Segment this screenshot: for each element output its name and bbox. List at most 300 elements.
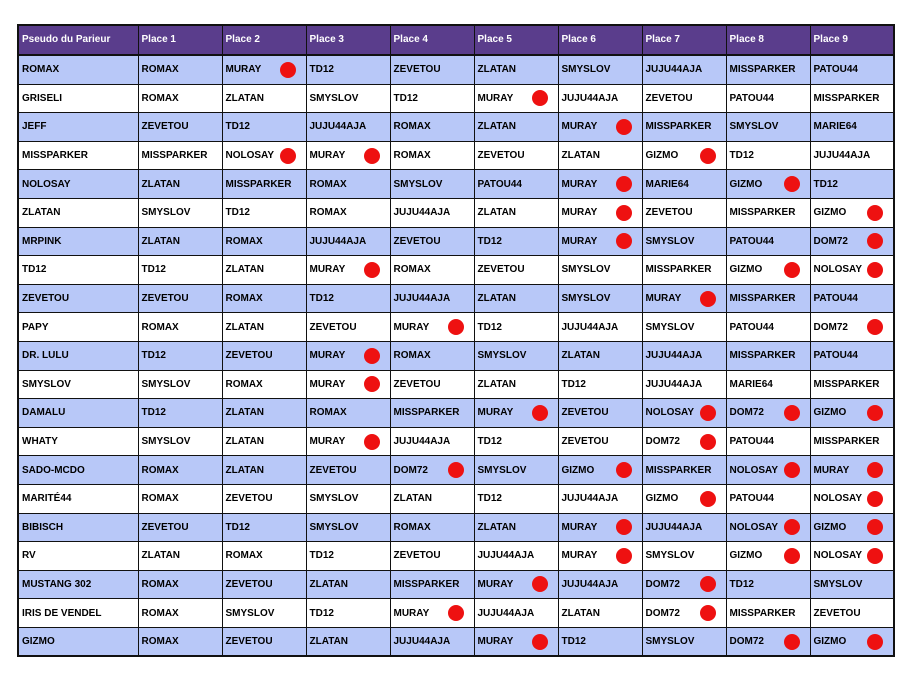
bettor-name-cell: ZLATAN (18, 198, 138, 227)
place-cell (642, 370, 726, 399)
place-label: ZEVETOU (225, 636, 273, 648)
place-cell (810, 370, 894, 399)
place-label: ROMAX (141, 493, 179, 505)
place-label: MURAY (813, 464, 850, 476)
place-cell (726, 313, 810, 342)
table-row (18, 313, 894, 342)
place-label: MISSPARKER (813, 92, 880, 104)
place-cell (306, 370, 390, 399)
place-cell (306, 599, 390, 628)
table-row (18, 256, 894, 285)
place-label: JUJU44AJA (561, 321, 619, 333)
table-row (18, 513, 894, 542)
place-label: TD12 (561, 378, 586, 390)
place-cell (726, 84, 810, 113)
place-cell (390, 599, 474, 628)
table-row (18, 456, 894, 485)
place-label: ZLATAN (477, 521, 517, 533)
red-dot-marker-icon (867, 548, 883, 564)
place-label: MURAY (645, 293, 682, 305)
place-label: PATOU44 (813, 350, 858, 362)
place-label: MURAY (561, 235, 598, 247)
place-cell (558, 170, 642, 199)
place-cell (810, 456, 894, 485)
place-cell (726, 227, 810, 256)
place-label: NOLOSAY (225, 150, 275, 162)
place-cell (222, 170, 306, 199)
place-cell (390, 141, 474, 170)
place-label: TD12 (561, 636, 586, 648)
place-label: SMYSLOV (729, 121, 779, 133)
red-dot-marker-icon (364, 434, 380, 450)
red-dot-marker-icon (616, 548, 632, 564)
place-label: ZLATAN (225, 436, 265, 448)
place-cell (726, 198, 810, 227)
place-cell (474, 170, 558, 199)
place-label: TD12 (225, 521, 250, 533)
place-label: DOM72 (645, 436, 680, 448)
place-cell (306, 313, 390, 342)
place-label: JUJU44AJA (645, 521, 703, 533)
red-dot-marker-icon (448, 605, 464, 621)
place-label: PATOU44 (813, 64, 858, 76)
place-label: ZEVETOU (813, 607, 861, 619)
table-row (18, 627, 894, 656)
place-cell (642, 599, 726, 628)
red-dot-marker-icon (784, 176, 800, 192)
bettor-name-cell: MRPINK (18, 227, 138, 256)
place-cell (222, 84, 306, 113)
place-cell (474, 256, 558, 285)
place-cell (138, 484, 222, 513)
place-cell (474, 627, 558, 656)
place-label: JUJU44AJA (645, 378, 703, 390)
place-cell (726, 113, 810, 142)
place-label: GIZMO (729, 550, 763, 562)
bettor-name-cell: MARITÉ44 (18, 484, 138, 513)
place-cell (558, 542, 642, 571)
place-label: MARIE64 (729, 378, 773, 390)
header-place-3: Place 3 (306, 25, 390, 55)
place-label: SMYSLOV (477, 464, 527, 476)
place-label: DOM72 (645, 607, 680, 619)
place-cell (306, 113, 390, 142)
red-dot-marker-icon (867, 205, 883, 221)
red-dot-marker-icon (448, 319, 464, 335)
place-label: ZEVETOU (141, 521, 189, 533)
place-label: MISSPARKER (141, 150, 208, 162)
place-cell (138, 370, 222, 399)
place-cell (474, 599, 558, 628)
red-dot-marker-icon (364, 348, 380, 364)
place-cell (222, 341, 306, 370)
place-cell (306, 227, 390, 256)
red-dot-marker-icon (784, 405, 800, 421)
place-cell (642, 399, 726, 428)
place-cell (222, 627, 306, 656)
place-label: ROMAX (141, 92, 179, 104)
header-place-5: Place 5 (474, 25, 558, 55)
place-cell (810, 113, 894, 142)
place-label: GIZMO (729, 264, 763, 276)
place-label: TD12 (729, 578, 754, 590)
table-row (18, 341, 894, 370)
bettor-name-cell: PAPY (18, 313, 138, 342)
place-cell (390, 170, 474, 199)
place-label: TD12 (393, 92, 418, 104)
place-label: ZLATAN (477, 293, 517, 305)
place-cell (222, 370, 306, 399)
place-cell (810, 84, 894, 113)
place-label: SMYSLOV (141, 207, 191, 219)
place-cell (390, 570, 474, 599)
place-label: MURAY (225, 64, 262, 76)
place-label: MISSPARKER (729, 350, 796, 362)
place-label: ROMAX (141, 464, 179, 476)
place-label: NOLOSAY (813, 550, 863, 562)
place-cell (810, 599, 894, 628)
place-label: JUJU44AJA (477, 607, 535, 619)
place-cell (558, 399, 642, 428)
place-label: GIZMO (645, 150, 679, 162)
place-label: JUJU44AJA (393, 293, 451, 305)
red-dot-marker-icon (448, 462, 464, 478)
red-dot-marker-icon (364, 262, 380, 278)
red-dot-marker-icon (867, 634, 883, 650)
place-cell (642, 284, 726, 313)
place-label: ZLATAN (225, 321, 265, 333)
place-cell (810, 627, 894, 656)
red-dot-marker-icon (867, 491, 883, 507)
red-dot-marker-icon (616, 205, 632, 221)
place-cell (306, 341, 390, 370)
place-cell (222, 484, 306, 513)
place-label: JUJU44AJA (477, 550, 535, 562)
place-label: MISSPARKER (393, 407, 460, 419)
place-label: GIZMO (645, 493, 679, 505)
place-cell (810, 55, 894, 84)
place-label: JUJU44AJA (561, 578, 619, 590)
place-label: ROMAX (393, 150, 431, 162)
bets-table (17, 24, 895, 657)
place-cell (306, 256, 390, 285)
place-label: ZLATAN (393, 493, 433, 505)
place-label: ZEVETOU (477, 150, 525, 162)
place-label: TD12 (141, 264, 166, 276)
place-label: MURAY (477, 407, 514, 419)
bettor-name-cell: JEFF (18, 113, 138, 142)
place-cell (642, 198, 726, 227)
red-dot-marker-icon (532, 90, 548, 106)
place-label: SMYSLOV (309, 521, 359, 533)
place-label: TD12 (813, 178, 838, 190)
place-cell (474, 399, 558, 428)
place-label: ZLATAN (477, 64, 517, 76)
place-cell (474, 570, 558, 599)
place-cell (642, 484, 726, 513)
place-cell (390, 341, 474, 370)
place-cell (810, 313, 894, 342)
place-label: ZLATAN (141, 550, 181, 562)
red-dot-marker-icon (867, 233, 883, 249)
table-row (18, 198, 894, 227)
place-cell (558, 513, 642, 542)
place-label: MISSPARKER (645, 121, 712, 133)
red-dot-marker-icon (867, 462, 883, 478)
place-label: SMYSLOV (813, 578, 863, 590)
place-cell (222, 542, 306, 571)
place-cell (810, 542, 894, 571)
place-label: MARIE64 (813, 121, 857, 133)
place-cell (474, 313, 558, 342)
place-cell (558, 599, 642, 628)
place-label: MISSPARKER (645, 264, 712, 276)
place-cell (222, 456, 306, 485)
place-label: SMYSLOV (225, 607, 275, 619)
place-label: TD12 (225, 121, 250, 133)
place-cell (726, 427, 810, 456)
place-cell (138, 427, 222, 456)
place-label: MISSPARKER (729, 293, 796, 305)
place-cell (726, 55, 810, 84)
place-cell (306, 399, 390, 428)
red-dot-marker-icon (700, 491, 716, 507)
red-dot-marker-icon (784, 462, 800, 478)
place-label: MISSPARKER (729, 64, 796, 76)
place-label: ROMAX (393, 521, 431, 533)
place-label: MURAY (561, 521, 598, 533)
place-cell (390, 513, 474, 542)
place-cell (726, 399, 810, 428)
place-cell (138, 284, 222, 313)
place-label: MURAY (477, 578, 514, 590)
red-dot-marker-icon (616, 176, 632, 192)
place-label: PATOU44 (813, 293, 858, 305)
place-cell (726, 170, 810, 199)
red-dot-marker-icon (700, 434, 716, 450)
table-row (18, 141, 894, 170)
red-dot-marker-icon (616, 462, 632, 478)
place-cell (138, 542, 222, 571)
place-cell (558, 570, 642, 599)
place-cell (642, 627, 726, 656)
place-label: ZEVETOU (141, 293, 189, 305)
place-cell (222, 55, 306, 84)
place-cell (558, 113, 642, 142)
red-dot-marker-icon (616, 233, 632, 249)
place-label: MURAY (561, 550, 598, 562)
place-label: ZLATAN (225, 264, 265, 276)
place-cell (558, 456, 642, 485)
place-cell (642, 227, 726, 256)
table-row (18, 484, 894, 513)
place-label: ROMAX (141, 636, 179, 648)
place-label: TD12 (477, 436, 502, 448)
place-label: MISSPARKER (729, 607, 796, 619)
place-label: ZLATAN (561, 150, 601, 162)
place-cell (306, 627, 390, 656)
place-cell (726, 456, 810, 485)
place-label: ZEVETOU (225, 350, 273, 362)
place-cell (390, 198, 474, 227)
red-dot-marker-icon (700, 605, 716, 621)
place-label: ROMAX (141, 321, 179, 333)
place-cell (810, 141, 894, 170)
place-label: MURAY (393, 321, 430, 333)
place-cell (306, 570, 390, 599)
place-cell (558, 141, 642, 170)
place-cell (474, 484, 558, 513)
table-row (18, 84, 894, 113)
red-dot-marker-icon (784, 548, 800, 564)
place-cell (138, 84, 222, 113)
red-dot-marker-icon (700, 291, 716, 307)
place-cell (390, 256, 474, 285)
place-label: JUJU44AJA (393, 436, 451, 448)
place-label: ZEVETOU (477, 264, 525, 276)
header-place-4: Place 4 (390, 25, 474, 55)
place-cell (390, 542, 474, 571)
place-label: PATOU44 (729, 235, 774, 247)
place-label: ZLATAN (225, 92, 265, 104)
place-label: GIZMO (813, 521, 847, 533)
place-cell (222, 599, 306, 628)
place-label: TD12 (309, 293, 334, 305)
place-label: ROMAX (225, 378, 263, 390)
place-cell (390, 113, 474, 142)
place-label: ZLATAN (309, 636, 349, 648)
place-label: JUJU44AJA (561, 92, 619, 104)
place-label: MURAY (309, 150, 346, 162)
table-row (18, 570, 894, 599)
red-dot-marker-icon (700, 576, 716, 592)
place-cell (306, 484, 390, 513)
place-label: ROMAX (393, 121, 431, 133)
place-label: MURAY (477, 636, 514, 648)
bettor-name-cell: SADO-MCDO (18, 456, 138, 485)
place-cell (474, 84, 558, 113)
place-cell (558, 313, 642, 342)
place-label: NOLOSAY (813, 264, 863, 276)
place-cell (642, 570, 726, 599)
place-cell (474, 427, 558, 456)
table-row (18, 399, 894, 428)
place-label: ZEVETOU (393, 64, 441, 76)
place-cell (810, 427, 894, 456)
place-label: JUJU44AJA (813, 150, 871, 162)
place-cell (138, 599, 222, 628)
place-cell (306, 284, 390, 313)
red-dot-marker-icon (784, 519, 800, 535)
place-label: ZLATAN (477, 121, 517, 133)
place-label: SMYSLOV (561, 64, 611, 76)
place-cell (726, 341, 810, 370)
place-label: SMYSLOV (141, 436, 191, 448)
place-cell (390, 427, 474, 456)
place-label: NOLOSAY (813, 493, 863, 505)
place-cell (306, 55, 390, 84)
place-cell (558, 84, 642, 113)
red-dot-marker-icon (532, 576, 548, 592)
place-cell (558, 284, 642, 313)
place-label: MURAY (309, 350, 346, 362)
place-cell (642, 513, 726, 542)
bettor-name-cell: RV (18, 542, 138, 571)
place-label: TD12 (309, 607, 334, 619)
place-label: MURAY (309, 436, 346, 448)
red-dot-marker-icon (532, 405, 548, 421)
place-cell (306, 513, 390, 542)
place-label: PATOU44 (729, 92, 774, 104)
place-cell (726, 256, 810, 285)
place-cell (810, 170, 894, 199)
place-label: DOM72 (645, 578, 680, 590)
place-label: JUJU44AJA (393, 636, 451, 648)
place-label: TD12 (309, 64, 334, 76)
place-cell (558, 198, 642, 227)
place-cell (390, 84, 474, 113)
place-label: ZEVETOU (393, 550, 441, 562)
place-label: GIZMO (813, 407, 847, 419)
header-place-6: Place 6 (558, 25, 642, 55)
place-label: SMYSLOV (561, 264, 611, 276)
bettor-name-cell: IRIS DE VENDEL (18, 599, 138, 628)
place-cell (642, 427, 726, 456)
place-cell (726, 370, 810, 399)
place-cell (390, 627, 474, 656)
place-label: PATOU44 (477, 178, 522, 190)
place-label: ZLATAN (225, 464, 265, 476)
place-cell (138, 570, 222, 599)
place-cell (390, 284, 474, 313)
place-label: MISSPARKER (645, 464, 712, 476)
red-dot-marker-icon (867, 405, 883, 421)
place-cell (474, 456, 558, 485)
place-label: ZEVETOU (645, 92, 693, 104)
place-label: TD12 (141, 407, 166, 419)
bettor-name-cell: GIZMO (18, 627, 138, 656)
place-cell (726, 484, 810, 513)
table-row (18, 599, 894, 628)
place-label: MARIE64 (645, 178, 689, 190)
place-cell (558, 256, 642, 285)
place-label: TD12 (477, 493, 502, 505)
place-cell (642, 456, 726, 485)
place-cell (726, 513, 810, 542)
bettor-name-cell: ROMAX (18, 55, 138, 84)
red-dot-marker-icon (616, 519, 632, 535)
red-dot-marker-icon (616, 119, 632, 135)
table-row (18, 170, 894, 199)
place-cell (474, 198, 558, 227)
place-label: ZLATAN (561, 350, 601, 362)
table-body (18, 55, 894, 656)
table-row (18, 55, 894, 84)
place-cell (642, 256, 726, 285)
place-cell (810, 256, 894, 285)
table-row (18, 284, 894, 313)
place-cell (726, 627, 810, 656)
place-cell (726, 570, 810, 599)
place-label: ZEVETOU (225, 493, 273, 505)
place-cell (138, 55, 222, 84)
place-label: ROMAX (225, 550, 263, 562)
place-label: ROMAX (309, 407, 347, 419)
place-cell (138, 170, 222, 199)
place-cell (390, 55, 474, 84)
place-label: MISSPARKER (225, 178, 292, 190)
place-label: ROMAX (141, 578, 179, 590)
